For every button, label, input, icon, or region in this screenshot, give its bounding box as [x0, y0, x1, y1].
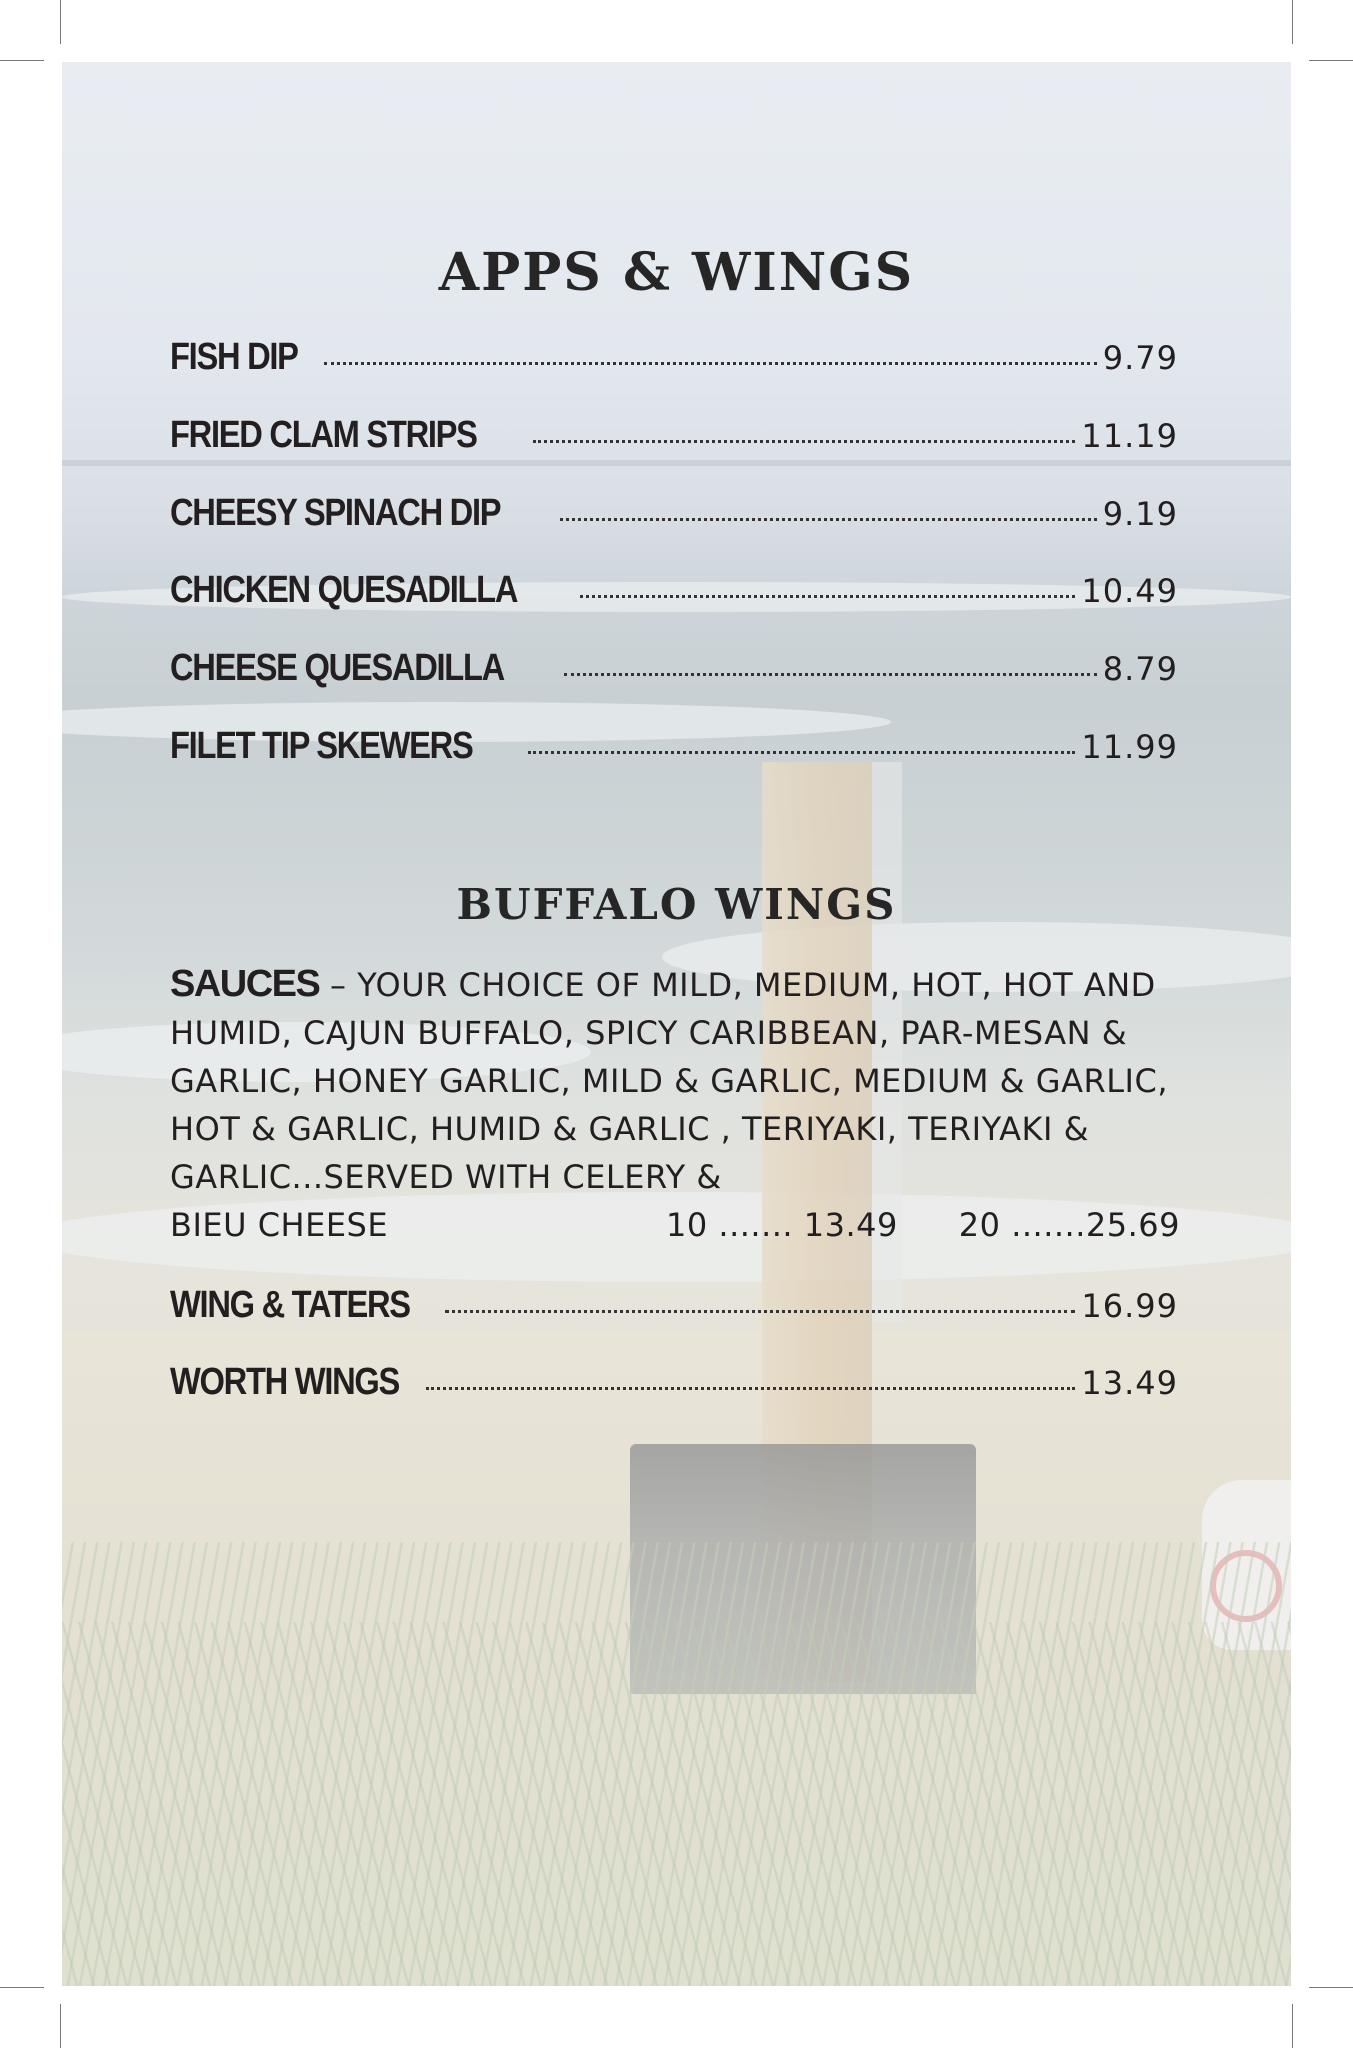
menu-item	[170, 647, 1178, 690]
menu-item	[170, 492, 1178, 535]
menu-item	[170, 1361, 1178, 1404]
dot-leader	[426, 1387, 1075, 1390]
item-price: 9.19	[1102, 495, 1178, 533]
dot-leader	[564, 673, 1096, 676]
crop-mark	[1309, 1987, 1353, 1988]
item-price: 16.99	[1081, 1287, 1178, 1325]
dune-grass	[62, 1622, 1291, 1986]
item-name: CHEESY SPINACH DIP	[170, 492, 501, 534]
dot-leader	[580, 595, 1076, 598]
sauces-label: SAUCES	[170, 963, 320, 1005]
item-price: 11.99	[1081, 728, 1178, 766]
item-name: FISH DIP	[170, 336, 298, 378]
crop-mark	[1292, 2004, 1293, 2048]
dot-leader	[324, 362, 1096, 365]
sauces-last-text: BIEU CHEESE	[170, 1206, 389, 1244]
crop-mark	[1292, 0, 1293, 44]
wings-20-price: 20 .......25.69	[958, 1206, 1180, 1244]
sauces-description	[170, 960, 1180, 1249]
item-name: CHICKEN QUESADILLA	[170, 569, 518, 611]
wings-10-price: 10 ....... 13.49	[666, 1206, 898, 1244]
item-price: 11.19	[1081, 417, 1178, 455]
menu-item	[170, 725, 1178, 768]
crop-mark	[60, 0, 61, 44]
menu-item	[170, 1284, 1178, 1327]
crop-mark	[60, 2004, 61, 2048]
section-title-apps: APPS & WINGS	[438, 242, 915, 303]
item-name: CHEESE QUESADILLA	[170, 647, 504, 689]
sauces-body	[170, 960, 1180, 1201]
crop-mark	[1309, 60, 1353, 61]
dot-leader	[533, 440, 1076, 443]
item-name: WING & TATERS	[170, 1284, 410, 1326]
item-name: FILET TIP SKEWERS	[170, 725, 473, 767]
item-price: 10.49	[1081, 572, 1178, 610]
crop-mark	[0, 1987, 44, 1988]
menu-item	[170, 569, 1178, 612]
dot-leader	[445, 1310, 1076, 1313]
section-title-buffalo: BUFFALO WINGS	[456, 880, 897, 929]
item-price: 9.79	[1102, 339, 1178, 377]
item-price: 8.79	[1102, 650, 1178, 688]
menu-item	[170, 414, 1178, 457]
item-name: WORTH WINGS	[170, 1361, 400, 1403]
item-name: FRIED CLAM STRIPS	[170, 414, 477, 456]
ocean-horizon	[62, 460, 1291, 466]
crop-mark	[0, 60, 44, 61]
menu-item	[170, 336, 1178, 379]
item-price: 13.49	[1081, 1364, 1178, 1402]
dot-leader	[528, 751, 1076, 754]
sauces-pricing-line	[170, 1201, 1180, 1249]
dot-leader	[560, 518, 1097, 521]
sauces-text: – YOUR CHOICE OF MILD, MEDIUM, HOT, HOT AND HUMID, CAJUN BUFFALO, SPICY CARIBBEAN, PAR-MESAN & GARLIC, HONEY GARLIC, MILD & GARLIC, MEDIUM & GARLIC, HOT & GARLIC, HUMID & GARLIC , TERIYAKI, TERIYAKI & GARLIC...SERVED WITH CELERY &	[170, 966, 1168, 1196]
